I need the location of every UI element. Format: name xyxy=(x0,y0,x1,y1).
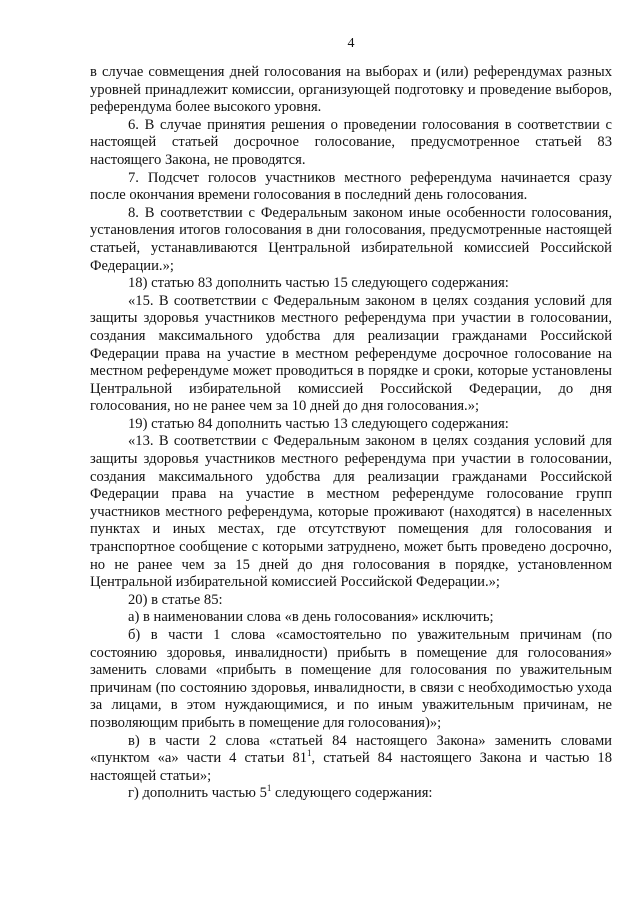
page-number: 4 xyxy=(347,36,355,51)
paragraph-part-7: 7. Подсчет голосов участников местного референдума начинается сразу после окончания времени голосования в последний день голосования. xyxy=(90,169,612,204)
paragraph-part-8: 8. В соответствии с Федеральным законом иные особенности голосования, установления итогов голосования в дни голосования, предусмотренные настоящей статьей, устанавливаются Центральной избирательной комиссией Российской Федерации.»; xyxy=(90,204,612,274)
paragraph-item-19: 19) статью 84 дополнить частью 13 следующего содержания: xyxy=(128,415,509,432)
superscript: 1 xyxy=(307,748,312,759)
paragraph-quote-13: «13. В соответствии с Федеральным законом в целях создания условий для защиты здоровья участников местного референдума при участии в голосовании, создания максимального удобства для реализации гражданами Российской Федерации права на участие в местном референдуме голосование групп участников местного референдума, которые проживают (находятся) в населенных пунктах и иных местах, где отсутствуют помещения для голосования и транспортное сообщение с которыми затруднено, может быть проведено досрочно, но не ранее чем за 15 дней до дня голосования в порядке, установленном Центральной избирательной комиссией Российской Федерации.»; xyxy=(90,433,612,591)
paragraph-subitem-a: а) в наименовании слова «в день голосования» исключить; xyxy=(128,609,494,626)
superscript: 1 xyxy=(266,783,272,794)
paragraph-subitem-g xyxy=(90,785,612,803)
subitem-v-text-end: , статьей 84 настоящего Закона и частью 18 настоящей статьи»; xyxy=(90,750,613,784)
paragraph-item-20: 20) в статье 85: xyxy=(128,591,223,608)
subitem-v-text: в) в части 2 слова «статьей 84 настоящего Закона» заменить словами «пунктом «а» части 4 статьи 81 xyxy=(90,732,612,767)
paragraph-item-18: 18) статью 83 дополнить частью 15 следующего содержания: xyxy=(128,275,509,292)
subitem-g-text: г) дополнить частью 5 xyxy=(128,785,267,802)
paragraph-subitem-v xyxy=(90,733,612,786)
paragraph-part-6: 6. В случае принятия решения о проведении голосования в соответствии с настоящей статьей досрочное голосование, предусмотренное статьей 83 настоящего Закона, не проводятся. xyxy=(90,116,612,168)
subitem-g-text-end: следующего содержания: xyxy=(271,785,433,802)
paragraph-subitem-b: б) в части 1 слова «самостоятельно по уважительным причинам (по состоянию здоровья, инвалидности) прибыть в помещение для голосования» заменить словами «прибыть в помещение для голосования по уважительным причинам (по состоянию здоровья, инвалидности, в связи с необходимостью ухода за лицами, в этом нуждающимися, и по иным уважительным причинам, не позволяющим прибыть в помещение для голосования)»; xyxy=(90,627,612,731)
paragraph-continuation: в случае совмещения дней голосования на выборах и (или) референдумах разных уровней принадлежит комиссии, организующей подготовку и проведение выборов, референдума более высокого уровня. xyxy=(90,64,612,116)
paragraph-quote-15: «15. В соответствии с Федеральным законом в целях создания условий для защиты здоровья участников местного референдума при участии в голосовании, создания максимального удобства для реализации гражданами Российской Федерации права на участие в местном референдуме досрочное голосование на местном референдуме может проводиться в порядке и сроки, которые установлены Центральной избирательной комиссией Российской Федерации, до дня голосования, но не ранее чем за 10 дней до дня голосования.»; xyxy=(90,292,612,415)
